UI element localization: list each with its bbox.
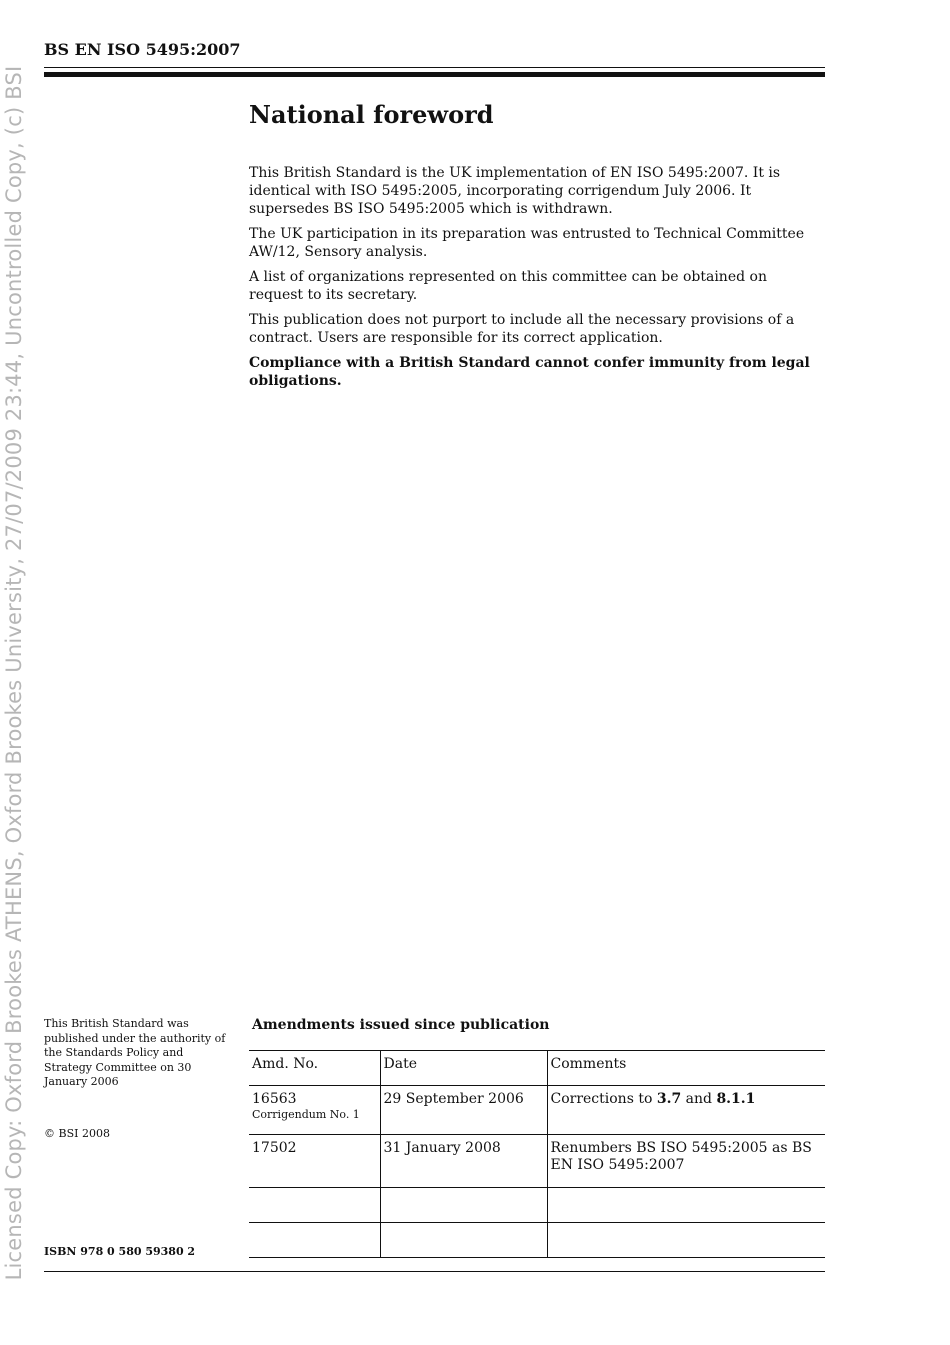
table-row-empty bbox=[249, 1223, 825, 1258]
amendments-table bbox=[249, 1050, 825, 1258]
column-header: Comments bbox=[547, 1051, 825, 1086]
comment-text: and bbox=[681, 1091, 717, 1107]
foreword-paragraph: This publication does not purport to include all the necessary provisions of a contract. Users are responsible for its correct application. bbox=[249, 312, 795, 346]
amd-no: 16563 bbox=[252, 1091, 297, 1107]
foreword-body bbox=[249, 164, 825, 397]
foreword-paragraph: The UK participation in its preparation was entrusted to Technical Committee AW/12, Sensory analysis. bbox=[249, 226, 805, 260]
empty-cell bbox=[547, 1223, 825, 1258]
standard-number-header: BS EN ISO 5495:2007 bbox=[44, 40, 241, 59]
column-header: Amd. No. bbox=[249, 1051, 380, 1086]
header-rule-thick bbox=[44, 72, 825, 77]
amendments-heading: Amendments issued since publication bbox=[252, 1017, 550, 1033]
amd-note: Corrigendum No. 1 bbox=[252, 1108, 360, 1121]
table-row-empty bbox=[249, 1188, 825, 1223]
table-row bbox=[249, 1086, 825, 1135]
date-cell: 31 January 2008 bbox=[380, 1135, 547, 1188]
empty-cell bbox=[249, 1188, 380, 1223]
empty-cell bbox=[249, 1223, 380, 1258]
amd-no: 17502 bbox=[252, 1140, 297, 1156]
clause-ref: 3.7 bbox=[656, 1091, 682, 1107]
clause-ref: 8.1.1 bbox=[716, 1091, 756, 1107]
table-header-row bbox=[249, 1051, 825, 1086]
watermark-text: Licensed Copy: Oxford Brookes ATHENS, Oxford Brookes University, 27/07/2009 23:44, Uncontrolled Copy, (c) BSI bbox=[2, 65, 26, 1280]
empty-cell bbox=[547, 1188, 825, 1223]
header-rule-thin bbox=[44, 67, 825, 68]
foreword-paragraph: This British Standard is the UK implementation of EN ISO 5495:2007. It is identical with ISO 5495:2005, incorporating corrigendum July 2006. It supersedes BS ISO 5495:2005 which is withdrawn. bbox=[249, 165, 781, 217]
compliance-statement: Compliance with a British Standard cannot confer immunity from legal obligations. bbox=[249, 355, 810, 389]
comment-cell: Renumbers BS ISO 5495:2005 as BS EN ISO 5495:2007 bbox=[547, 1135, 825, 1188]
isbn: ISBN 978 0 580 59380 2 bbox=[44, 1245, 196, 1258]
page-title: National foreword bbox=[249, 100, 494, 129]
table-row bbox=[249, 1135, 825, 1188]
amd-no-cell bbox=[249, 1135, 380, 1188]
empty-cell bbox=[380, 1188, 547, 1223]
license-watermark bbox=[0, 0, 28, 1345]
comment-text: Corrections to bbox=[550, 1091, 657, 1107]
foreword-paragraph: A list of organizations represented on this committee can be obtained on request to its secretary. bbox=[249, 269, 767, 303]
column-header: Date bbox=[380, 1051, 547, 1086]
comment-cell bbox=[547, 1086, 825, 1135]
publication-note: This British Standard was published under the authority of the Standards Policy and Strategy Committee on 30 January 2006 bbox=[44, 1017, 226, 1088]
empty-cell bbox=[380, 1223, 547, 1258]
copyright-notice: © BSI 2008 bbox=[44, 1127, 110, 1140]
date-cell: 29 September 2006 bbox=[380, 1086, 547, 1135]
amd-no-cell bbox=[249, 1086, 380, 1135]
footer-rule bbox=[44, 1271, 825, 1272]
